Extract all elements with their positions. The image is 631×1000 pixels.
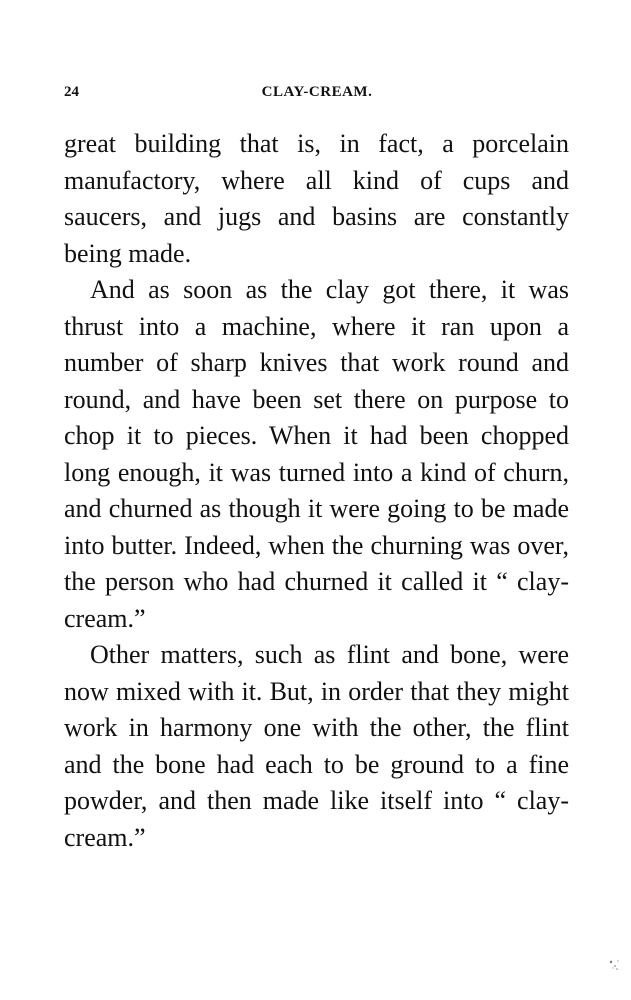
page-header: [64, 84, 570, 106]
running-head: CLAY-CREAM.: [261, 84, 373, 100]
body-text: [64, 126, 569, 856]
page-number: 24: [64, 84, 79, 100]
paragraph-2: And as soon as the clay got there, it was thrust into a machine, where it ran upon a number of sharp knives that work round and round, and have been set there on purpose to chop it to pieces. When it had been chopped long enough, it was turned into a kind of churn, and churned as though it were going to be made into butter. Indeed, when the churning was over, the person who had churned it called it “ claycream.”: [64, 275, 569, 633]
paragraph-1: great building that is, in fact, a porcelain manufactory, where all kind of cups and saucers, and jugs and basins are constantly being made.: [64, 129, 569, 268]
paper-specks-decoration: [605, 954, 625, 974]
paragraph-3: Other matters, such as flint and bone, were now mixed with it. But, in order that they might work in harmony one with the other, the flint and the bone had each to be ground to a fine powder, and then made like itself into “ clay-cream.”: [64, 640, 569, 852]
